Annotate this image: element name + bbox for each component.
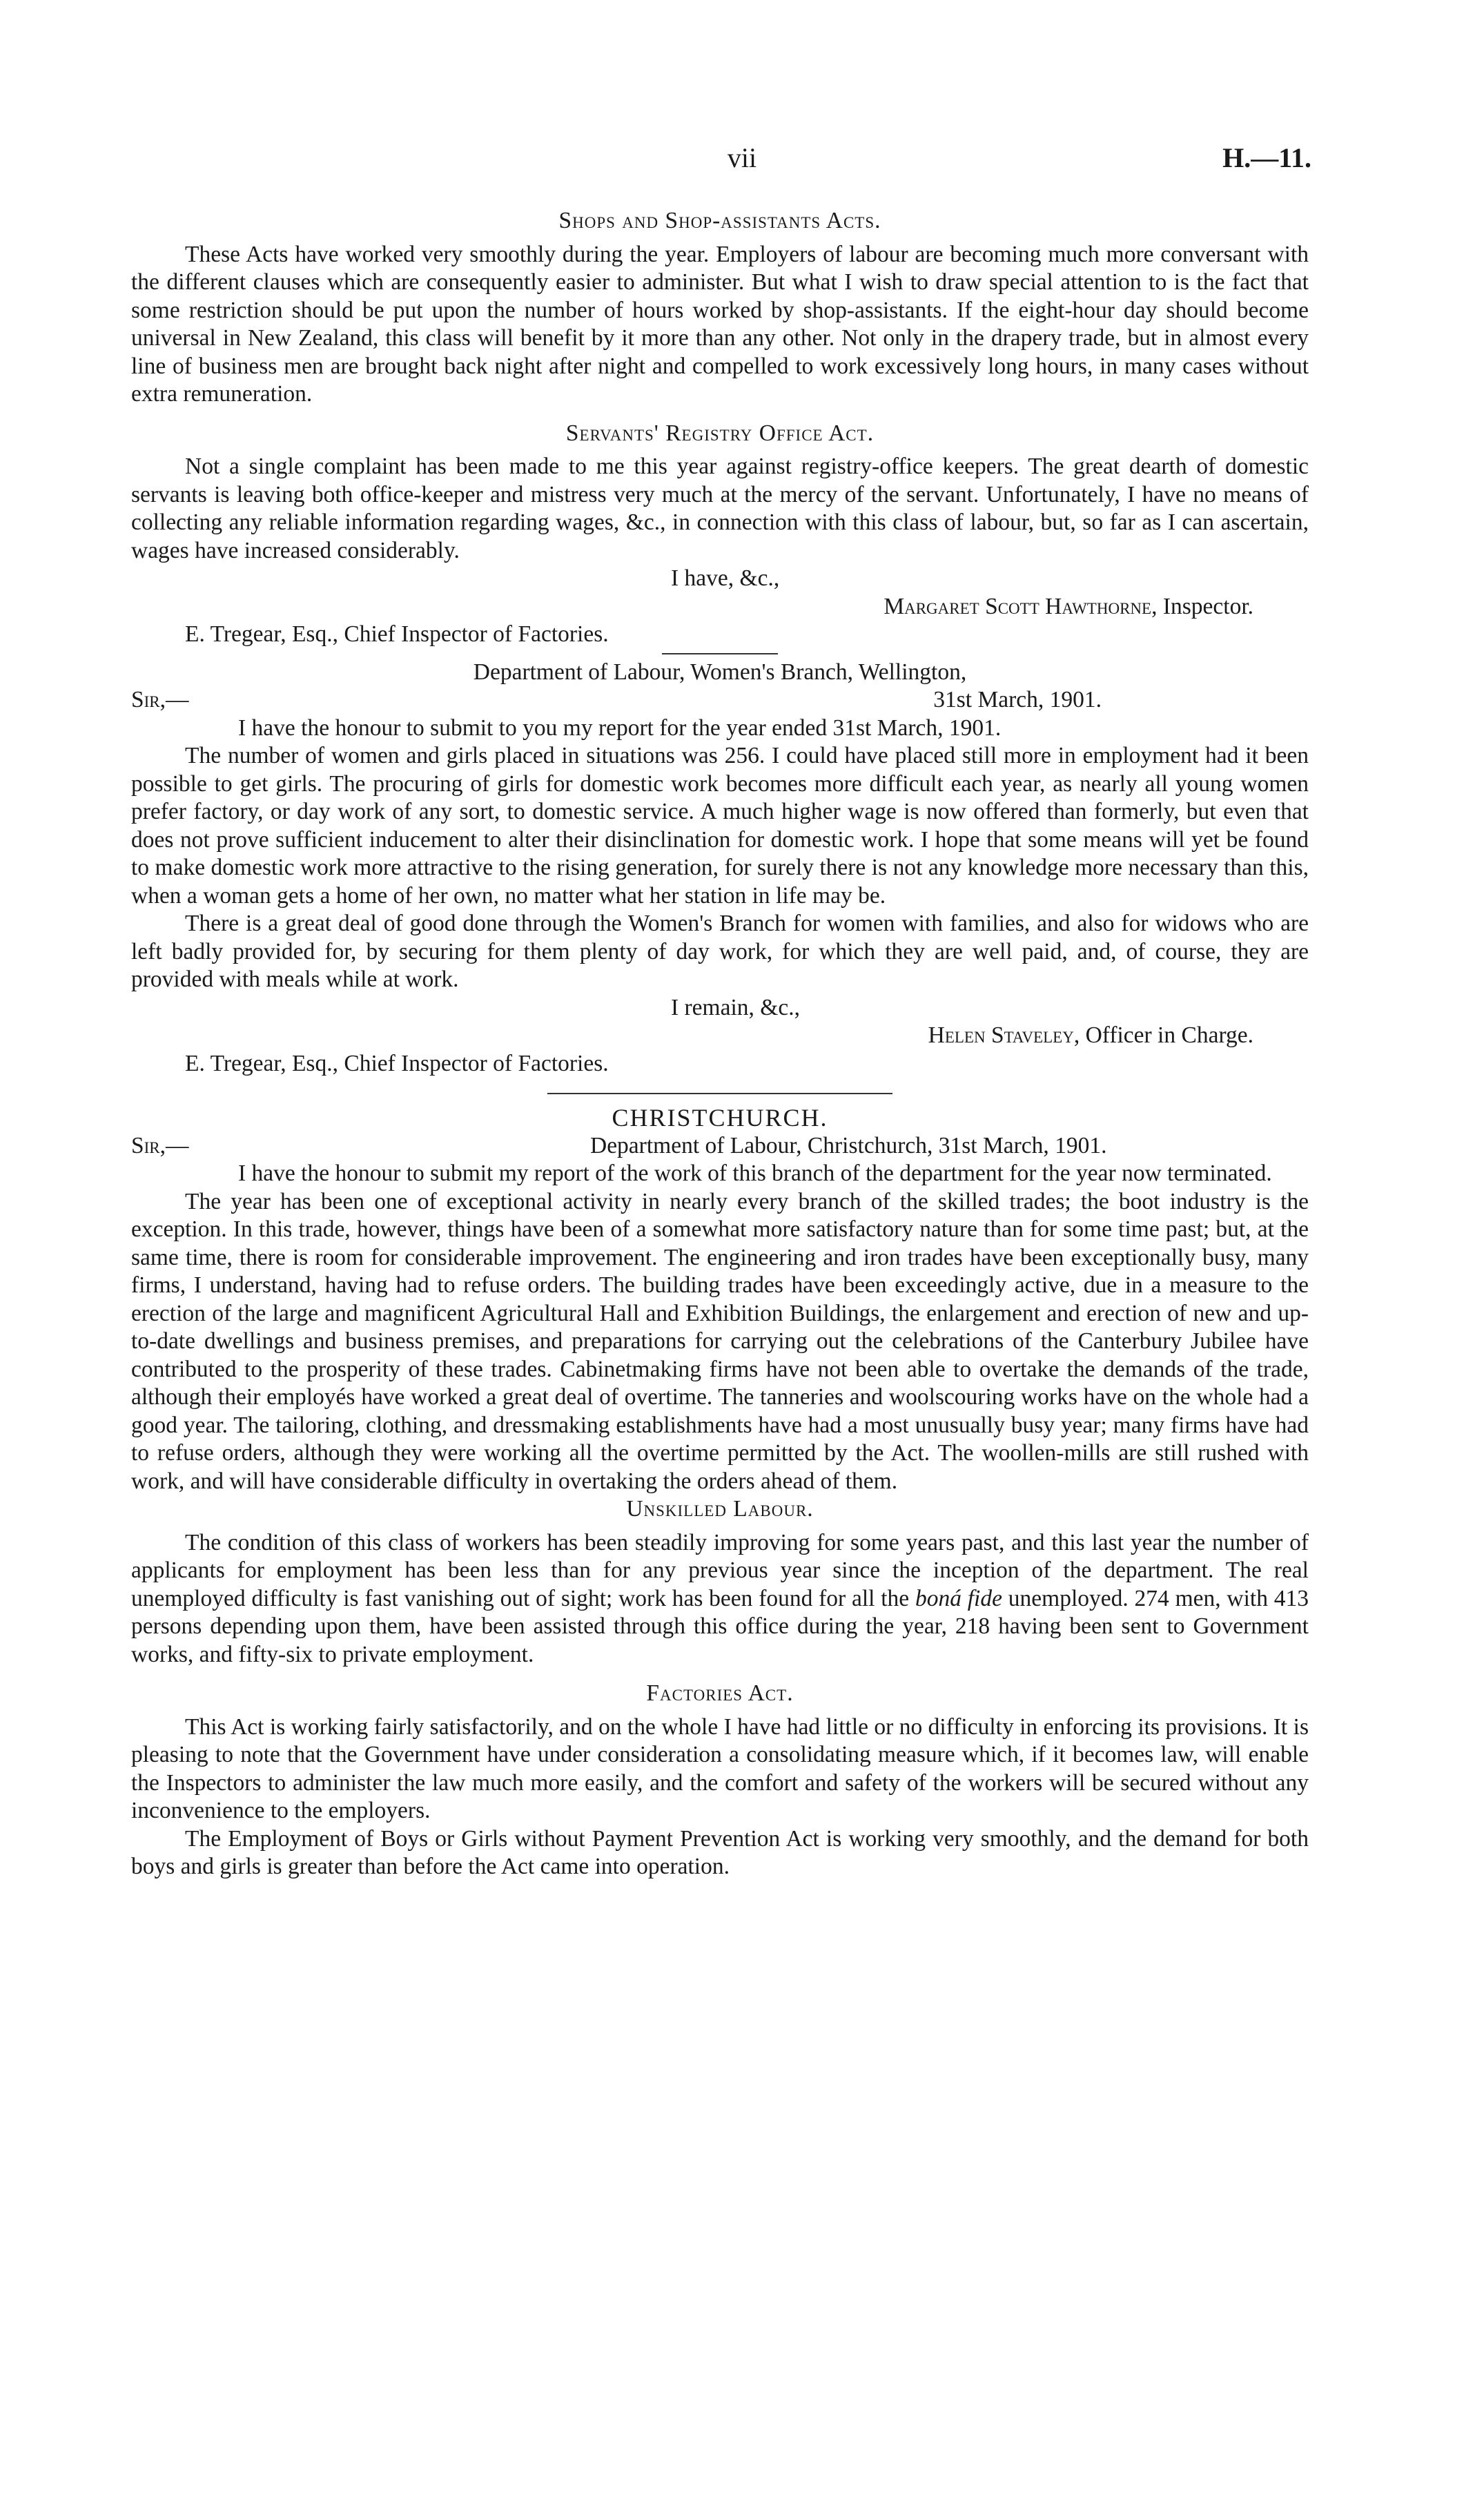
section-heading-christchurch: CHRISTCHURCH. [612, 1104, 828, 1132]
womens-paragraph-2: The number of women and girls placed in situations was 256. I could have placed still more in employment had it been possible to get girls. The procuring of girls for domestic work becomes more difficult each year, as nearly all young women prefer factory, or day work of any sort, to domestic service. A much higher wage is now offered than formerly, but even that does not prove sufficient inducement to alter their disinclination for domestic work. I hope that some means will yet be found to make domestic work more attractive to the rising generation, for surely there is not any knowledge more necessary than this, when a woman gets a home of her own, no matter what her station in life may be. [131, 743, 1309, 909]
signatory-title: , Officer in Charge. [1073, 1022, 1253, 1048]
signatory-title: , Inspector. [1151, 593, 1253, 619]
signatory-name: Margaret Scott Hawthorne [883, 593, 1152, 619]
unskilled-text-italic: boná fide [915, 1585, 1002, 1611]
christchurch-paragraph-1: I have the honour to submit my report of the work of this branch of the department for the year now terminated. [238, 1161, 1272, 1186]
salutation: Sir,— [131, 687, 189, 712]
page-number: vii [727, 142, 757, 173]
unskilled-text-a: The condition of this class of workers has been steadily improving for some years past, and this last year the number of applicants for employment has been less than for any previous year since the inception of the department. The real unemployed difficulty is fast vanishing out of sight; work has been found for all the [131, 1529, 1309, 1611]
unskilled-text-b: unemployed. 274 men, with 413 persons depending upon them, have been assisted through this office during the year, 218 having been sent to Government works, and fifty-six to private employment. [131, 1585, 1309, 1667]
section-heading-factories: Factories Act. [646, 1680, 794, 1706]
document-reference: H.—11. [1222, 142, 1311, 173]
divider [547, 1093, 892, 1094]
womens-paragraph-3: There is a great deal of good done through the Women's Branch for women with families, and also for widows who are left badly provided for, by securing for them plenty of day work, for which they are well paid, and, of course, they are provided with meals while at work. [131, 911, 1309, 992]
section-heading-servants: Servants' Registry Office Act. [565, 420, 875, 446]
factories-paragraph-1: This Act is working fairly satisfactorily, and on the whole I have had little or no difficulty in enforcing its provisions. It is pleasing to note that the Government have under consideration a consolidating measure which, if it becomes law, will enable the Inspectors to administer the law much more easily, and the comfort and safety of the workers will be secured without any inconvenience to the employers. [131, 1714, 1309, 1823]
closing-line: I remain, &c., [671, 994, 800, 1020]
factories-paragraph-2: The Employment of Boys or Girls without Payment Prevention Act is working very smoothly, and the demand for both boys and girls is greater than before the Act came into operation. [131, 1825, 1309, 1879]
report-body [131, 207, 1309, 1881]
page-header [0, 142, 1484, 183]
closing-line: I have, &c., [671, 565, 780, 591]
signature-hawthorne [131, 593, 1309, 621]
signature-staveley [131, 1022, 1309, 1050]
addressee-line: E. Tregear, Esq., Chief Inspector of Factories. [185, 1050, 609, 1076]
salutation-row [131, 1132, 1309, 1161]
letter-address-date: Department of Labour, Christchurch, 31st March, 1901. [590, 1132, 1107, 1158]
address-line: Department of Labour, Women's Branch, Wellington, [473, 659, 967, 685]
salutation-row [131, 686, 1309, 715]
section-heading-unskilled: Unskilled Labour. [626, 1496, 814, 1522]
section-heading-shops: Shops and Shop-assistants Acts. [558, 208, 881, 233]
letter-date: 31st March, 1901. [933, 687, 1102, 712]
womens-paragraph-1: I have the honour to submit to you my report for the year ended 31st March, 1901. [238, 715, 1002, 741]
addressee-line: E. Tregear, Esq., Chief Inspector of Factories. [185, 621, 609, 647]
salutation: Sir,— [131, 1132, 189, 1158]
divider [662, 653, 778, 654]
shops-paragraph: These Acts have worked very smoothly during the year. Employers of labour are becoming much more conversant with the different clauses which are consequently easier to administer. But what I wish to draw special attention to is the fact that some restriction should be put upon the number of hours worked by shop-assistants. If the eight-hour day should become universal in New Zealand, this class will benefit by it more than any other. Not only in the drapery trade, but in almost every line of business men are brought back night after night and compelled to work excessively long hours, in many cases without extra remuneration. [131, 241, 1309, 407]
servants-paragraph: Not a single complaint has been made to me this year against registry-office keepers. The great dearth of domestic servants is leaving both office-keeper and mistress very much at the mercy of the servant. Unfortunately, I have no means of collecting any reliable information regarding wages, &c., in connection with this class of labour, but, so far as I can ascertain, wages have increased considerably. [131, 454, 1309, 563]
signatory-name: Helen Staveley [928, 1022, 1074, 1048]
christchurch-paragraph-2: The year has been one of exceptional activity in nearly every branch of the skilled trades; the boot industry is the exception. In this trade, however, things have been of a somewhat more satisfactory nature than for some time past; but, at the same time, there is room for considerable improvement. The engineering and iron trades have been exceptionally busy, many firms, I understand, having had to refuse orders. The building trades have been exceedingly active, due in a measure to the erection of the large and magnificent Agricultural Hall and Exhibition Buildings, the enlargement and erection of new and up-to-date dwellings and business premises, and preparations for carrying out the celebrations of the Canterbury Jubilee have contributed to the prosperity of these trades. Cabinetmaking firms have not been able to overtake the demands of the trade, although their employés have worked a great deal of overtime. The tanneries and woolscouring works have on the whole had a good year. The tailoring, clothing, and dressmaking establishments have had a most unusually busy year; many firms have had to refuse orders, although they were working all the overtime permitted by the Act. The woollen-mills are still rushed with work, and will have considerable difficulty in overtaking the orders ahead of them. [131, 1188, 1309, 1494]
unskilled-paragraph [131, 1529, 1309, 1669]
